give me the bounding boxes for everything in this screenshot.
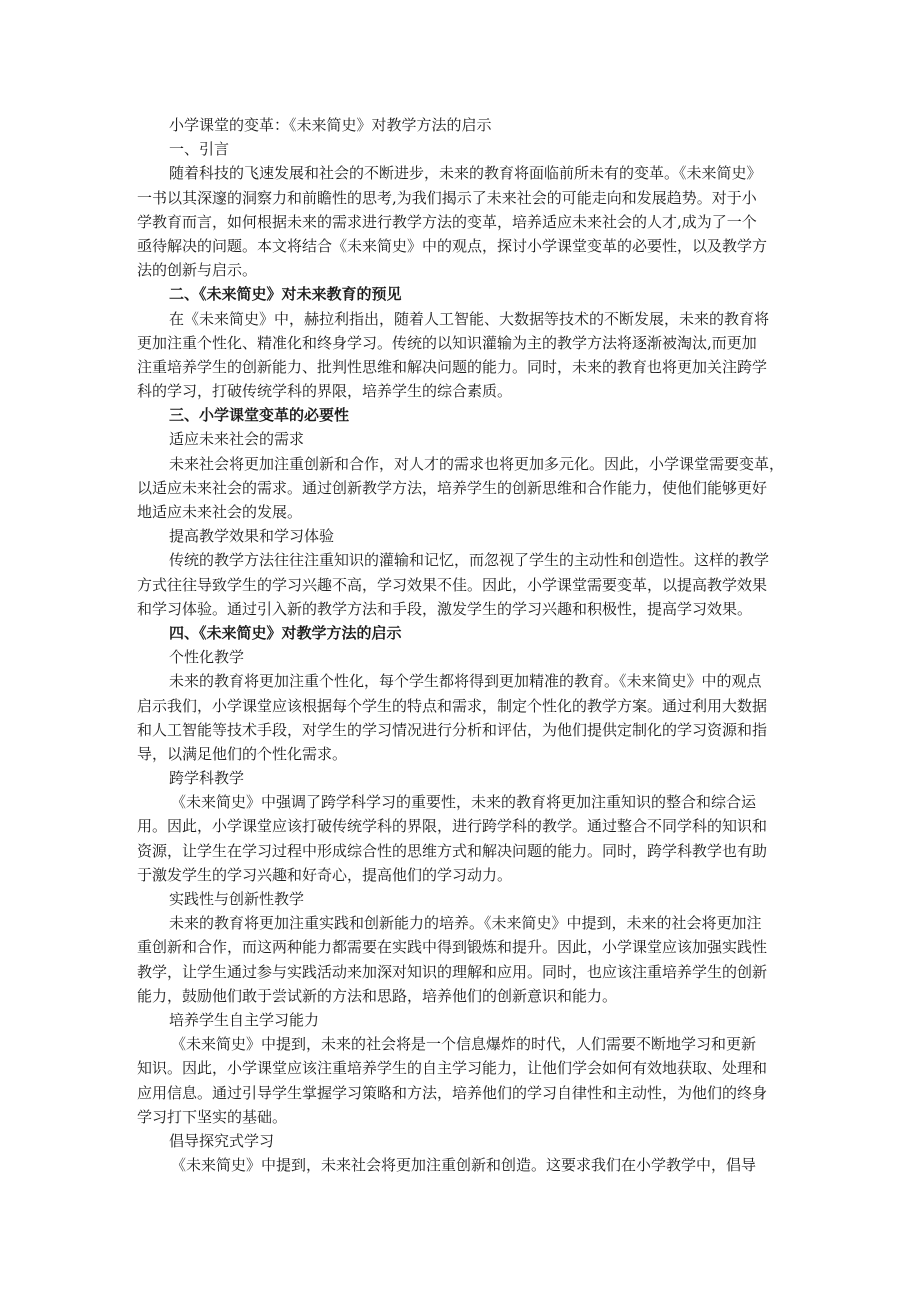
paragraph-line: 和学习体验。通过引入新的教学方法和手段，激发学生的学习兴趣和积极性，提高学习效果。 — [137, 599, 753, 618]
paragraph-line: 更加注重个性化、精准化和终身学习。传统的以知识灌输为主的教学方法将逐渐被淘汰,而更加 — [137, 333, 757, 352]
subsection-heading: 个性化教学 — [169, 648, 245, 667]
section-heading-foresight: 二、《未来简史》对未来教育的预见 — [169, 285, 402, 304]
paragraph-line: 未来的教育将更加注重实践和创新能力的培养。《未来简史》中提到，未来的社会将更加注 — [169, 914, 762, 933]
paragraph-line: 注重培养学生的创新能力、批判性思维和解决问题的能力。同时，未来的教育也将更加关注跨学 — [137, 357, 768, 376]
section-heading-intro: 一、引言 — [169, 140, 230, 159]
paragraph-line: 未来社会将更加注重创新和合作，对人才的需求也将更加多元化。因此，小学课堂需要变革， — [169, 454, 785, 473]
paragraph-line: 学习打下坚实的基础。 — [137, 1107, 288, 1126]
subsection-heading: 实践性与创新性教学 — [169, 890, 305, 908]
paragraph-line: 一书以其深邃的洞察力和前瞻性的思考,为我们揭示了未来社会的可能走向和发展趋势。对于小 — [137, 188, 757, 207]
paragraph-line: 亟待解决的问题。本文将结合《未来简史》中的观点，探讨小学课堂变革的必要性，以及教学方 — [137, 236, 768, 255]
subsection-heading: 跨学科教学 — [169, 769, 245, 788]
paragraph-line: 能力，鼓励他们敢于尝试新的方法和思路，培养他们的创新意识和能力。 — [137, 986, 618, 1005]
paragraph-line: 知识。因此，小学课堂应该注重培养学生的自主学习能力，让他们学会如何有效地获取、处理和 — [137, 1059, 768, 1078]
paragraph-line: 导，以满足他们的个性化需求。 — [137, 744, 348, 763]
paragraph-line: 学教育而言，如何根据未来的需求进行教学方法的变革，培养适应未来社会的人才,成为了一个 — [137, 212, 757, 231]
document-page — [137, 113, 787, 1177]
paragraph-line: 《未来简史》中强调了跨学科学习的重要性，未来的教育将更加注重知识的整合和综合运 — [171, 793, 757, 812]
paragraph-line: 于激发学生的学习兴趣和好奇心，提高他们的学习动力。 — [137, 865, 513, 884]
paragraph-line: 《未来简史》中提到，未来社会将更加注重创新和创造。这要求我们在小学教学中，倡导 — [171, 1156, 757, 1175]
paragraph-line: 重创新和合作，而这两种能力都需要在实践中得到锻炼和提升。因此，小学课堂应该加强实践性 — [137, 938, 768, 957]
paragraph-line: 资源，让学生在学习过程中形成综合性的思维方式和解决问题的能力。同时，跨学科教学也有助 — [137, 841, 768, 860]
paragraph-line: 法的创新与启示。 — [137, 261, 258, 280]
section-heading-necessity: 三、小学课堂变革的必要性 — [169, 406, 350, 425]
subsection-heading: 提高教学效果和学习体验 — [169, 527, 335, 546]
paragraph-line: 应用信息。通过引导学生掌握学习策略和方法，培养他们的学习自律性和主动性，为他们的终身 — [137, 1083, 768, 1102]
paragraph-line: 方式往往导致学生的学习兴趣不高，学习效果不佳。因此，小学课堂需要变革，以提高教学效果 — [137, 575, 768, 594]
document-title: 小学课堂的变革：《未来简史》对教学方法的启示 — [169, 116, 492, 134]
paragraph-line: 科的学习，打破传统学科的界限，培养学生的综合素质。 — [137, 382, 513, 401]
paragraph-line: 《未来简史》中提到，未来的社会将是一个信息爆炸的时代，人们需要不断地学习和更新 — [171, 1035, 757, 1054]
paragraph-line: 在《未来简史》中，赫拉利指出，随着人工智能、大数据等技术的不断发展，未来的教育将 — [169, 309, 770, 328]
paragraph-line: 传统的教学方法往往注重知识的灌输和记忆，而忽视了学生的主动性和创造性。这样的教学 — [169, 551, 770, 570]
paragraph-line: 地适应未来社会的发展。 — [137, 503, 303, 521]
paragraph-line: 用。因此，小学课堂应该打破传统学科的界限，进行跨学科的教学。通过整合不同学科的知识和 — [137, 817, 768, 836]
paragraph-line: 未来的教育将更加注重个性化，每个学生都将得到更加精准的教育。《未来简史》中的观点 — [169, 672, 762, 691]
subsection-heading: 培养学生自主学习能力 — [169, 1010, 320, 1029]
paragraph-line: 启示我们，小学课堂应该根据每个学生的特点和需求，制定个性化的教学方案。通过利用大数据 — [137, 696, 768, 715]
paragraph-line: 随着科技的飞速发展和社会的不断进步，未来的教育将面临前所未有的变革。《未来简史》 — [169, 164, 762, 183]
paragraph-line: 教学，让学生通过参与实践活动来加深对知识的理解和应用。同时，也应该注重培养学生的创新 — [137, 962, 768, 981]
subsection-heading: 倡导探究式学习 — [169, 1131, 275, 1150]
section-heading-insights: 四、《未来简史》对教学方法的启示 — [169, 623, 402, 642]
paragraph-line: 以适应未来社会的需求。通过创新教学方法，培养学生的创新思维和合作能力，使他们能够更好 — [137, 478, 768, 497]
subsection-heading: 适应未来社会的需求 — [169, 430, 305, 449]
paragraph-line: 和人工智能等技术手段，对学生的学习情况进行分析和评估，为他们提供定制化的学习资源和指 — [137, 720, 768, 739]
